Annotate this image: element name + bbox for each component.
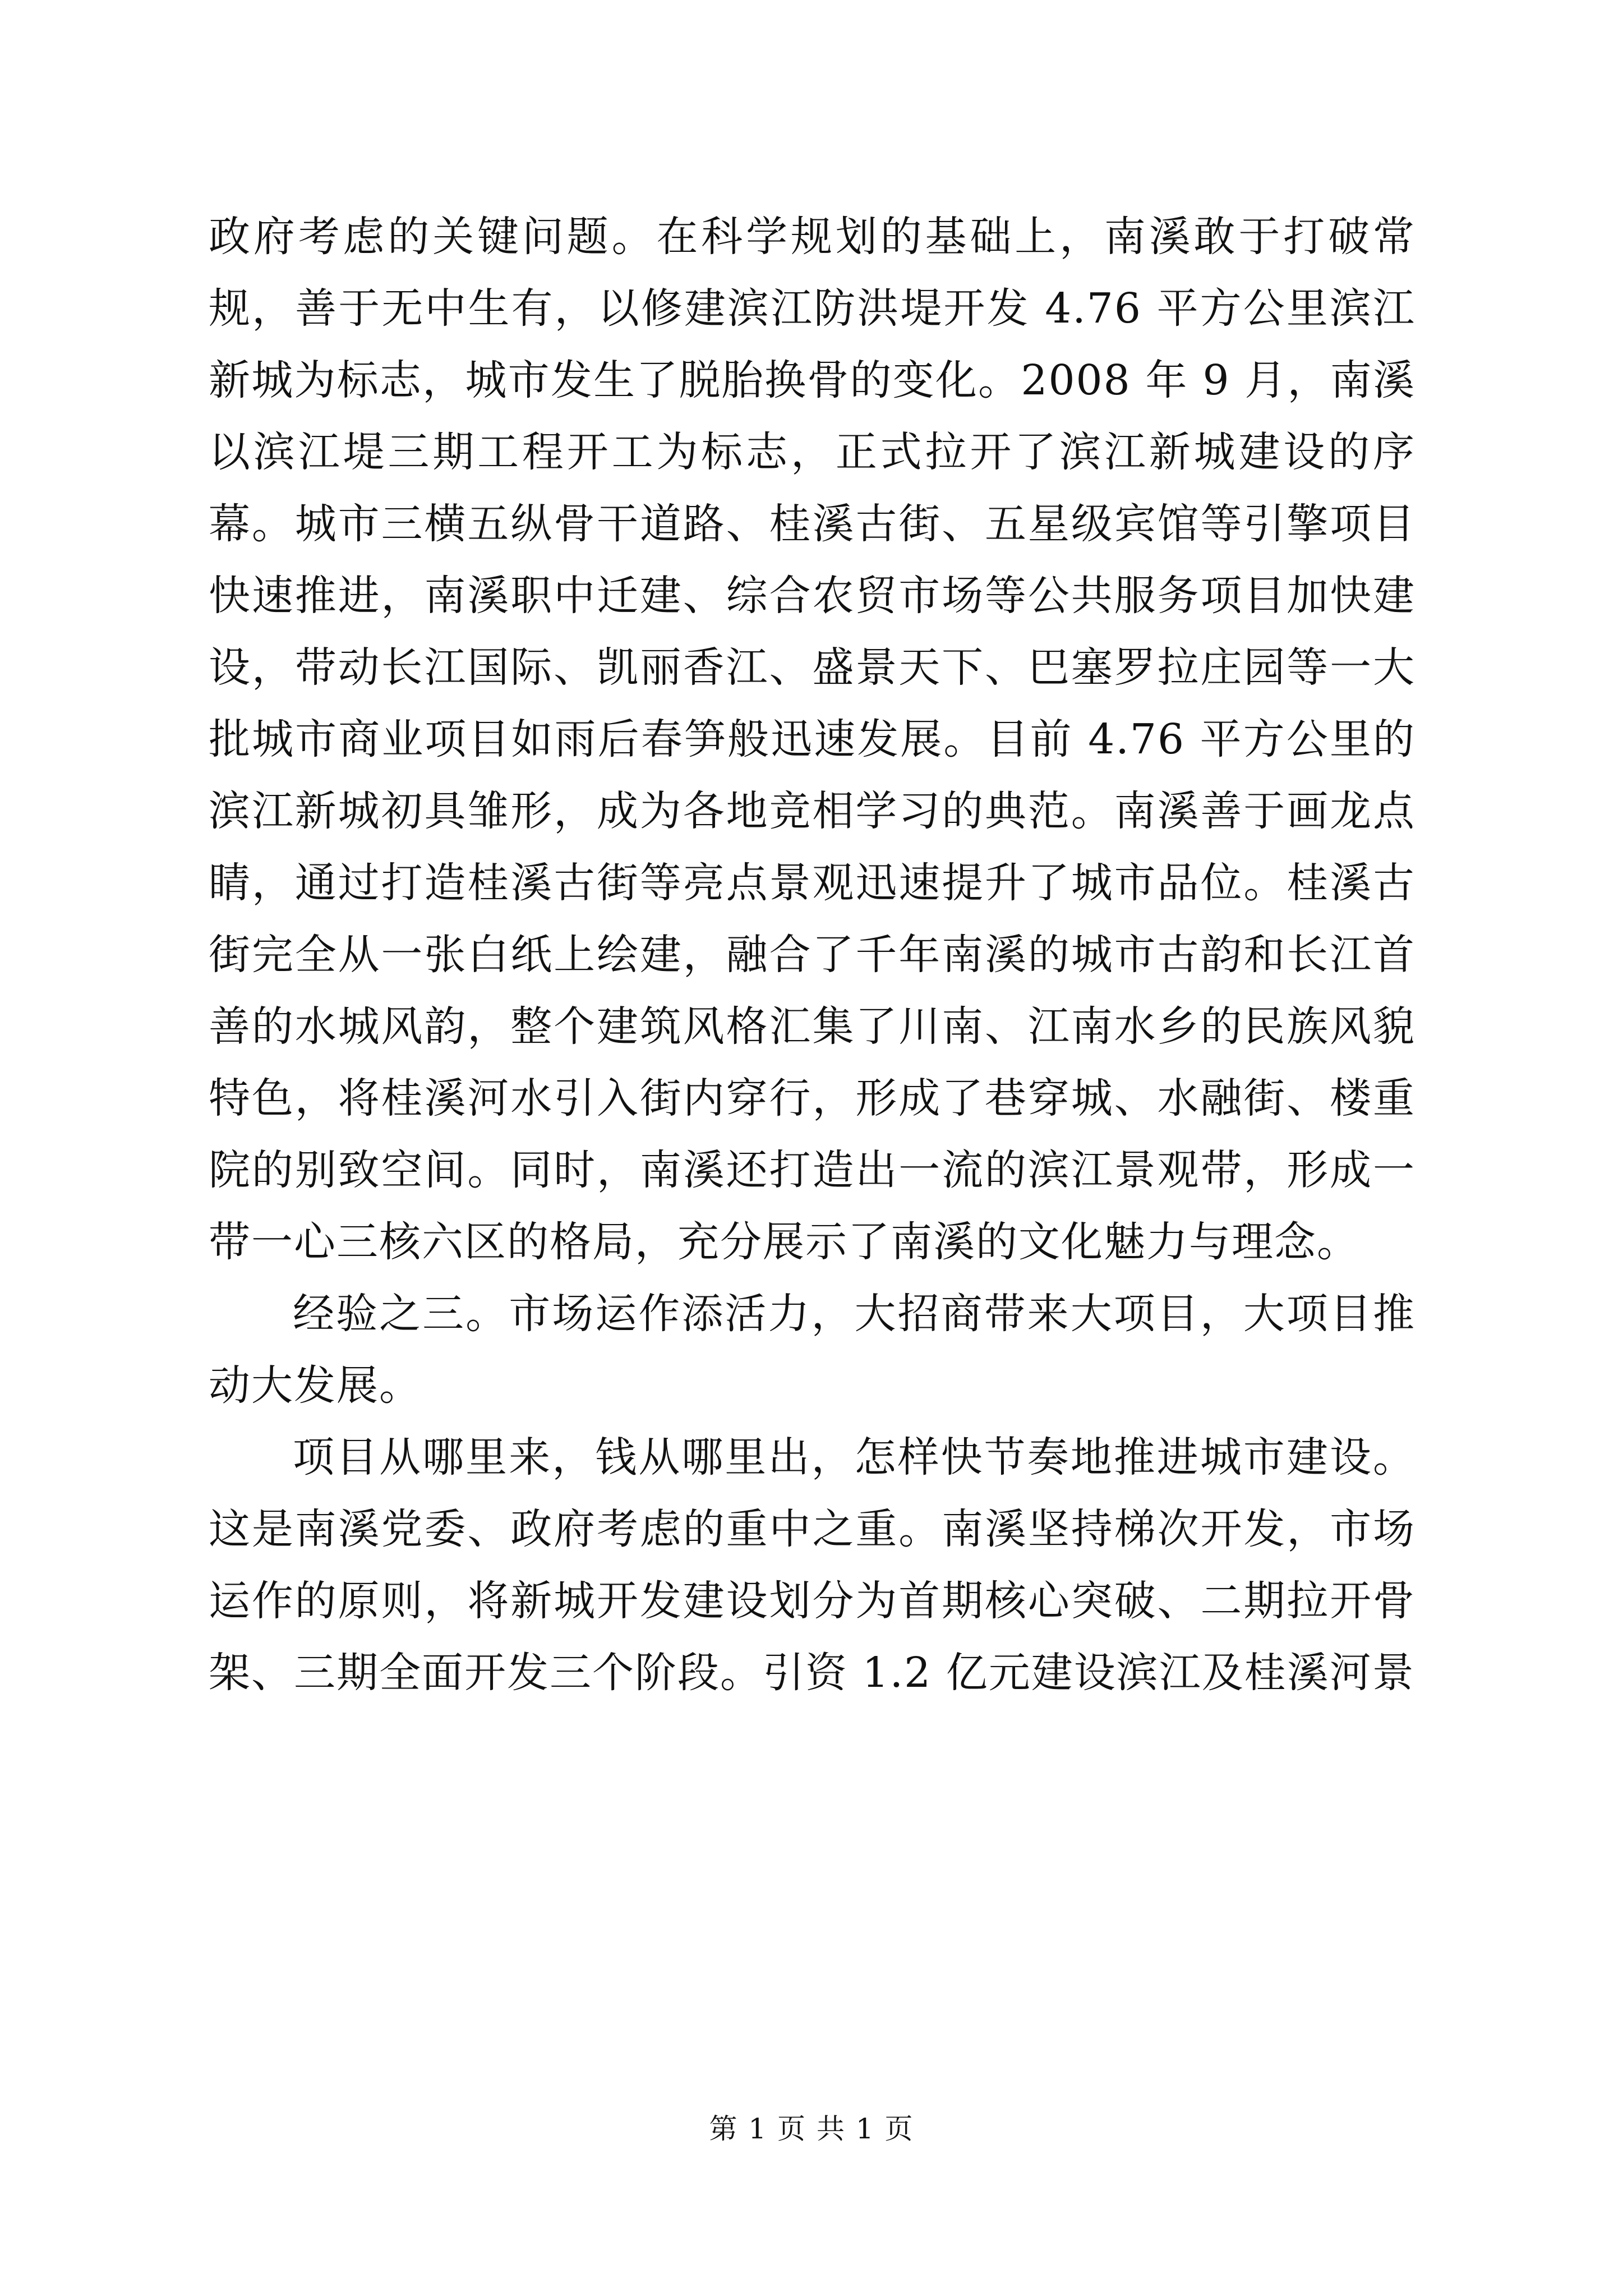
paragraph-1: 政府考虑的关键问题。在科学规划的基础上，南溪敢于打破常规，善于无中生有，以修建滨江防洪堤开发 4.76 平方公里滨江新城为标志，城市发生了脱胎换骨的变化。2008 年 9 月，南溪以滨江堤三期工程开工为标志，正式拉开了滨江新城建设的序幕。城市三横五纵骨干道路、桂溪古街、五星级宾馆等引擎项目快速推进，南溪职中迁建、综合农贸市场等公共服务项目加快建设，带动长江国际、凯丽香江、盛景天下、巴塞罗拉庄园等一大批城市商业项目如雨后春笋般迅速发展。目前 4.76 平方公里的滨江新城初具雏形，成为各地竞相学习的典范。南溪善于画龙点睛，通过打造桂溪古街等亮点景观迅速提升了城市品位。桂溪古街完全从一张白纸上绘建，融合了千年南溪的城市古韵和长江首善的水城风韵，整个建筑风格汇集了川南、江南水乡的民族风貌特色，将桂溪河水引入街内穿行，形成了巷穿城、水融街、楼重院的别致空间。同时，南溪还打造出一流的滨江景观带，形成一带一心三核六区的格局，充分展示了南溪的文化魅力与理念。 [209, 213, 1415, 1266]
page-number-footer: 第 1 页 共 1 页 [709, 2113, 914, 2145]
paragraph-3: 项目从哪里来，钱从哪里出，怎样快节奏地推进城市建设。这是南溪党委、政府考虑的重中之重。南溪坚持梯次开发，市场运作的原则，将新城开发建设划分为首期核心突破、二期拉开骨架、三期全面开发三个阶段。引资 1.2 亿元建设滨江及桂溪河景 [209, 1433, 1415, 1697]
paragraph-2: 经验之三。市场运作添活力，大招商带来大项目，大项目推动大发展。 [209, 1290, 1415, 1410]
document-body [209, 201, 1415, 1709]
